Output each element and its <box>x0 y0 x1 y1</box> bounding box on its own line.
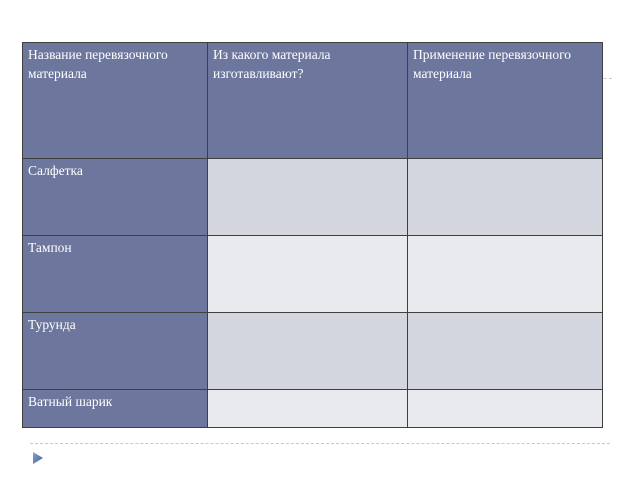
row-label-cell: Турунда <box>23 313 208 390</box>
header-cell-made-from: Из какого материала изготавливают? <box>208 43 408 159</box>
material-input-cell[interactable] <box>208 236 408 313</box>
material-input-cell[interactable] <box>208 313 408 390</box>
row-label-cell: Ватный шарик <box>23 390 208 428</box>
decorative-dashed-line-bottom <box>30 443 610 444</box>
header-cell-material-name: Название перевязочного материала <box>23 43 208 159</box>
usage-input-cell[interactable] <box>408 159 603 236</box>
usage-input-cell[interactable] <box>408 390 603 428</box>
usage-input-cell[interactable] <box>408 313 603 390</box>
material-input-cell[interactable] <box>208 159 408 236</box>
table-row <box>23 159 603 236</box>
table-row <box>23 313 603 390</box>
dressing-materials-table <box>22 42 603 428</box>
material-input-cell[interactable] <box>208 390 408 428</box>
table-row <box>23 236 603 313</box>
table-header-row <box>23 43 603 159</box>
table-row <box>23 390 603 428</box>
usage-input-cell[interactable] <box>408 236 603 313</box>
row-label-cell: Салфетка <box>23 159 208 236</box>
triangle-bullet-icon <box>32 451 44 465</box>
row-label-cell: Тампон <box>23 236 208 313</box>
header-cell-usage: Применение перевязочного материала <box>408 43 603 159</box>
